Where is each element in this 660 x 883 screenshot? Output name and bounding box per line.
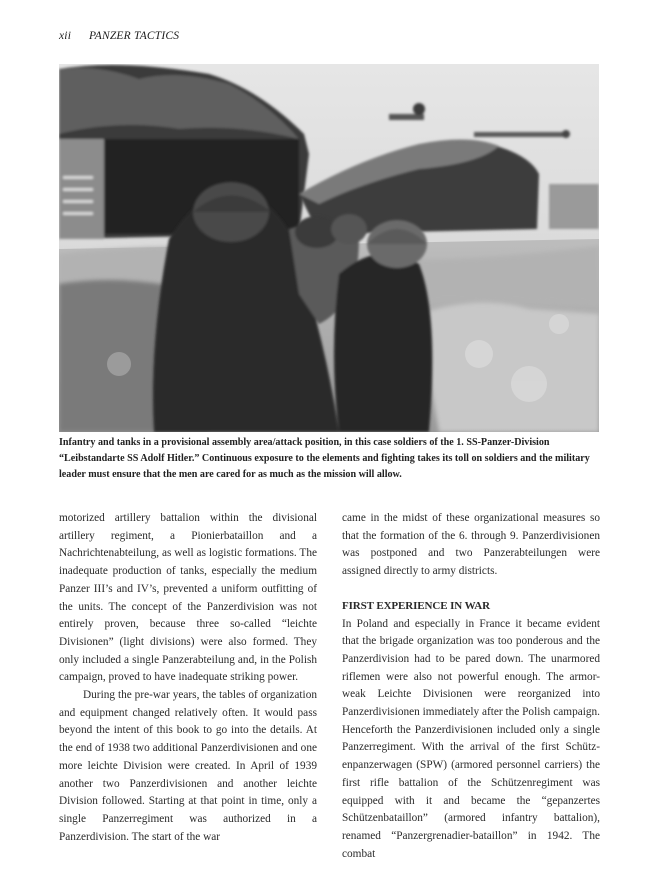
photo-image — [59, 64, 599, 432]
body-paragraph: In Poland and especially in France it became evident that the brigade organization was too ponderous and the Panzerdivision had to be pared down. The unarmored riflemen were also not powerful enough. The armor-weak Leichte Divisionen were reorganized into Panzerdivisionen immediately after the Polish campaign. Henceforth the Panzerdivisionen included only a single Panzerregiment. With the arrival of the first Schütz-enpanzerwagen (SPW) (armored personnel carriers) the first rifle battalion of the Schützenregiment was equipped with it and became the “gepanzertes Schützenbataillon” (armored infantry battalion), renamed “Panzergrenadier-bataillon” in 1942. The combat — [342, 617, 600, 860]
section-heading: FIRST EXPERIENCE IN WAR — [342, 599, 490, 612]
photo-caption: Infantry and tanks in a provisional assembly area/attack position, in this case soldiers of the 1. SS-Panzer-Division “Leibstandarte SS Adolf Hitler.” Continuous exposure to the elements and fighting takes its toll on soldiers and the military leader must ensure that the men are cared for as much as the mission will allow. — [59, 437, 590, 480]
running-title: PANZER TACTICS — [89, 30, 180, 42]
body-paragraph: motorized artillery battalion within the divisional artillery regiment, a Pionierbataillon and a Nachrichtenabteilung, as well as logistic formations. The inadequate production of tanks, especially the medium Panzer III’s and IV’s, prevented a uniform outfitting of the units. The concept of the Panzerdivision was not entirely proven, because three so-called “leichte Divisionen” (light divisions) were also formed. They only included a single Panzerabteilung and, in the Polish campaign, proved to have inadequate striking power. — [59, 512, 317, 684]
body-paragraph: During the pre-war years, the tables of organization and equipment changed relatively often. It would pass beyond the intent of this book to go into the details. At the end of 1938 two additional Panzerdivisionen and one more leichte Division were created. In April of 1939 another two Panzerdivisionen and another leichte Division followed. Starting at that point in time, only a single Panzerregiment was authorized in a Panzerdivision. The start of the war — [59, 689, 317, 843]
photo-infantry-tanks — [59, 64, 599, 432]
right-column — [342, 510, 600, 863]
left-column — [59, 510, 317, 846]
body-paragraph: came in the midst of these organizational measures so that the formation of the 6. through 9. Panzerdivisionen was postponed and two Panzerabteilungen were assigned directly to army districts. — [342, 512, 600, 578]
running-header — [59, 30, 179, 42]
page-number: xii — [59, 30, 72, 42]
